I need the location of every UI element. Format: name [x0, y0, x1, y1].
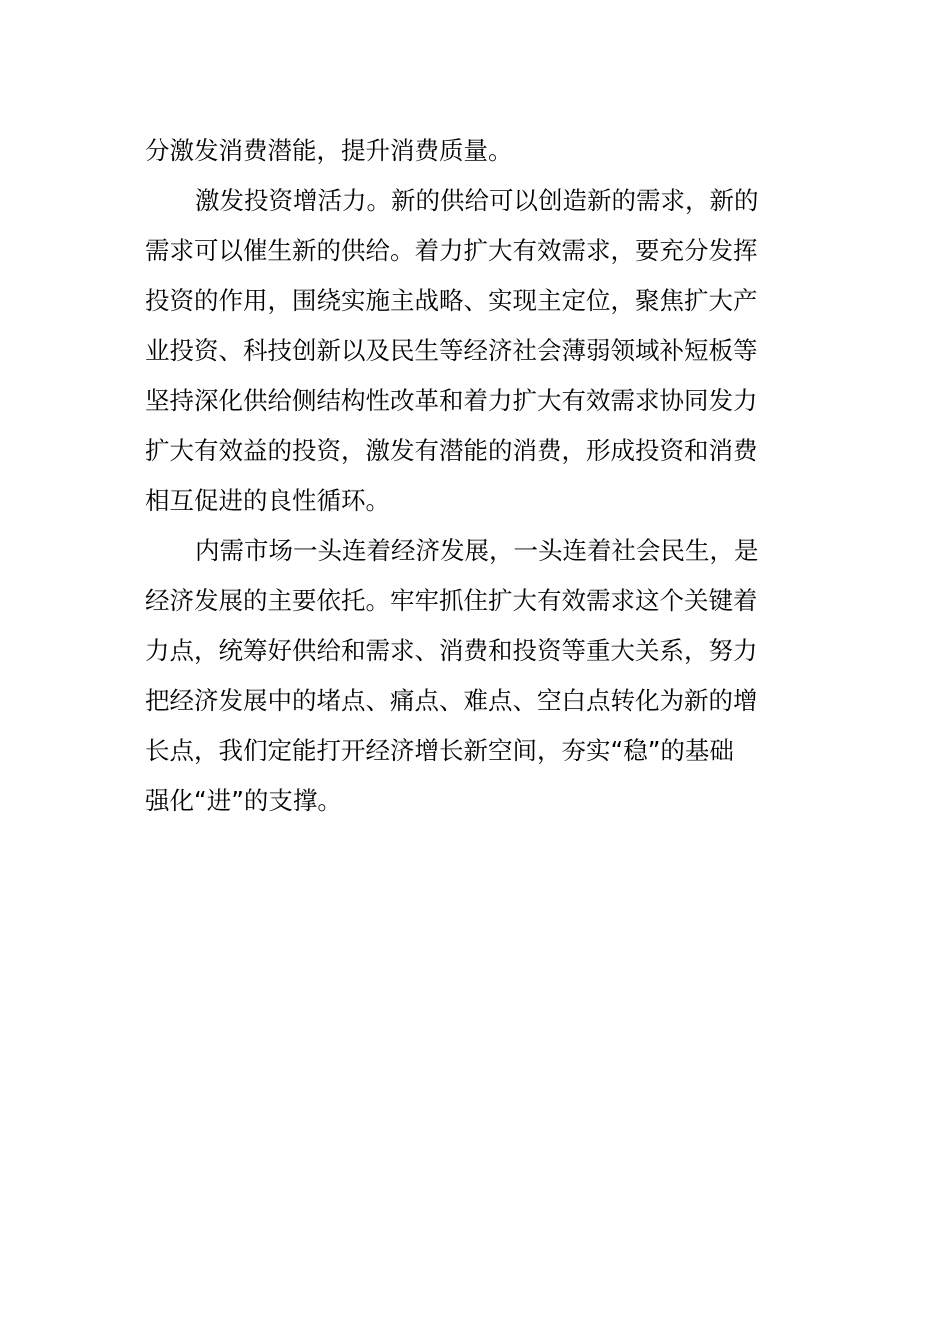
text-line: 力点，统筹好供给和需求、消费和投资等重大关系，努力: [145, 636, 758, 665]
text-line: 坚持深化供给侧结构性改革和着力扩大有效需求协同发力: [145, 386, 758, 415]
document-body: [145, 126, 815, 826]
text-line: 扩大有效益的投资，激发有潜能的消费，形成投资和消费: [145, 436, 758, 465]
text-line: 业投资、科技创新以及民生等经济社会薄弱领域补短板等: [145, 336, 758, 365]
text-line: 需求可以催生新的供给。着力扩大有效需求，要充分发挥: [145, 236, 758, 265]
paragraph-investment-vitality: [145, 176, 815, 526]
text-line: 分激发消费潜能，提升消费质量。: [145, 136, 513, 165]
text-line: 经济发展的主要依托。牢牢抓住扩大有效需求这个关键着: [145, 586, 758, 615]
paragraph-consumption-quality: [145, 126, 815, 176]
text-line: 激发投资增活力。新的供给可以创造新的需求，新的: [195, 186, 759, 215]
paragraph-domestic-demand: [145, 526, 815, 826]
text-line: 强化“进”的支撑。: [145, 786, 342, 815]
text-line: 相互促进的良性循环。: [145, 486, 390, 515]
text-line: 长点，我们定能打开经济增长新空间，夯实“稳”的基础: [145, 736, 734, 765]
text-line: 内需市场一头连着经济发展，一头连着社会民生，是: [195, 536, 759, 565]
text-line: 投资的作用，围绕实施主战略、实现主定位，聚焦扩大产: [145, 286, 758, 315]
text-line: 把经济发展中的堵点、痛点、难点、空白点转化为新的增: [145, 686, 758, 715]
